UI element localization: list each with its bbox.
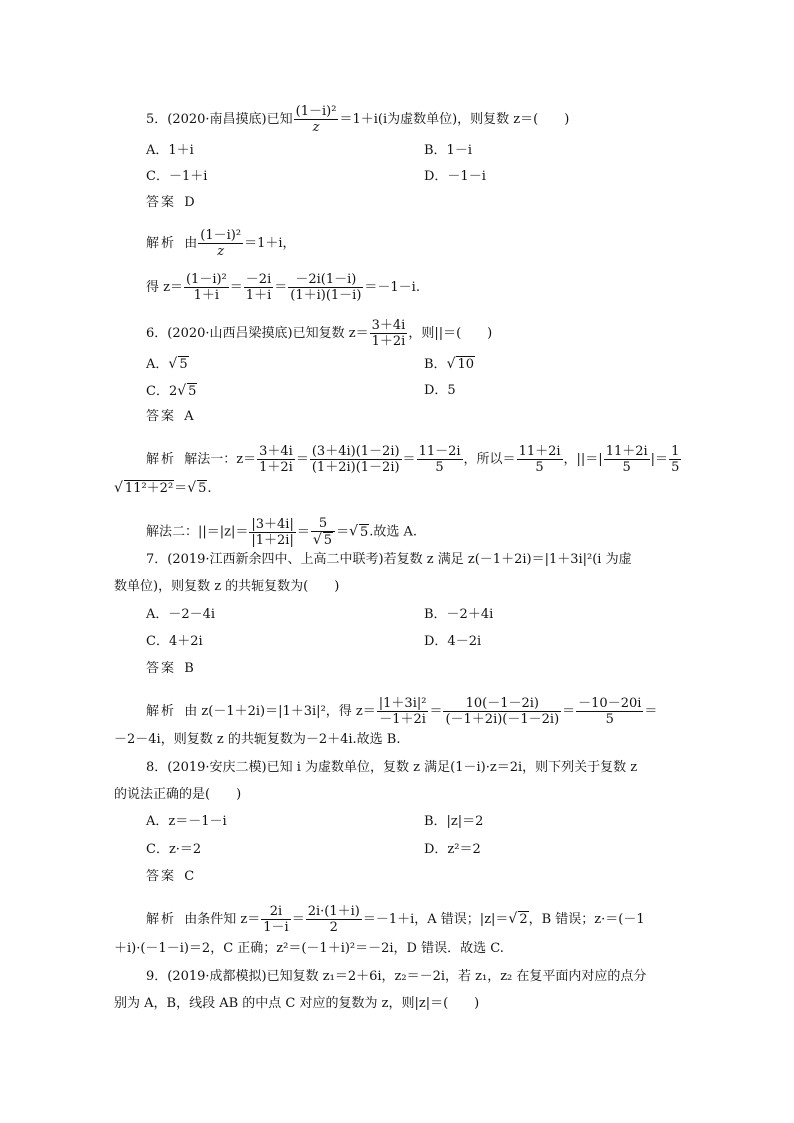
fraction: $\frac{(3+4i)(1-2i)}{(1+2i)(1-2i)}$ <box>311 444 400 475</box>
q9-stem-line-1: 9．(2019·成都模拟)已知复数 z₁＝2＋6i，z₂＝－2i，若 z₁，z₂ 在复平面内对应的点分 <box>146 969 647 984</box>
fraction: $\frac{2i\cdot(1+i)}{2}$ <box>307 904 360 935</box>
fraction: $\frac{-2i}{1+i}$ <box>245 272 272 303</box>
fraction: $\frac{\text{(1－i)²}}{1+i}$ <box>185 272 227 303</box>
fraction: $\frac{11+2i}{5}$ <box>518 444 561 475</box>
q8-answer <box>146 868 194 886</box>
solution-label: 解析 <box>146 236 177 251</box>
q7-option-b: B．－2＋4i <box>424 607 494 622</box>
fraction: $\frac{5}{√ 5}$ <box>311 516 335 548</box>
q6-option-a: A．√ 5 <box>146 356 188 372</box>
q7-solution-line-1: 解析 由 z(－1＋2i)＝|1＋3i|²，得 z＝ $\frac{\text{|1＋3i|²}}{-1+2i}$ ＝ $\frac{10(-1-2i)}{(-1+2i)(-1-2i)}$ ＝ $\frac{-10-20i}{5}$ ＝ <box>146 696 658 727</box>
q8-stem-line-2: 的说法正确的是( ) <box>114 787 242 802</box>
q6-option-c: C．2√ 5 <box>146 383 197 399</box>
fraction: $\frac{-10-20i}{5}$ <box>578 696 642 727</box>
q5-stem <box>146 104 569 135</box>
answer-label: 答案 <box>146 869 177 884</box>
answer-value: B <box>184 661 194 676</box>
fraction: $\frac{10(-1-2i)}{(-1+2i)(-1-2i)}$ <box>445 696 560 727</box>
answer-label: 答案 <box>146 195 177 210</box>
q8-option-c: C．z·＝2 <box>146 842 202 857</box>
q5-solution-line-2: 得 z＝ $\frac{\text{(1－i)²}}{1+i}$ ＝ $\frac{-2i}{1+i}$ ＝ $\frac{-2i(1-i)}{(1+i)(1-i)}$ ＝－1－i. <box>146 272 420 303</box>
sqrt-icon: √ <box>177 383 187 399</box>
q5-option-a: A．1＋i <box>146 143 194 158</box>
q5-answer <box>146 194 195 212</box>
q5-stem-text: 5．(2020·南昌摸底)已知 <box>146 112 293 127</box>
q6-answer <box>146 408 194 426</box>
answer-value: C <box>184 869 195 884</box>
q6-solution-line-3: 解法二：||＝|z|＝ $\frac{|3+4i|}{|1+2i|}$ ＝ $\frac{5}{√ 5}$ ＝√ 5.故选 A. <box>146 516 418 548</box>
answer-label: 答案 <box>146 661 177 676</box>
fraction: $\frac{|3+4i|}{|1+2i|}$ <box>251 516 294 548</box>
sqrt-icon: √ <box>446 356 456 372</box>
fraction: $\frac{11-2i}{5}$ <box>418 444 461 475</box>
q5-fraction: $\frac{\text{(1－i)²}}{z}$ <box>295 104 337 135</box>
fraction: $\frac{3+4i}{1+2i}$ <box>371 318 406 349</box>
fraction: $\frac{2i}{1-i}$ <box>263 904 289 935</box>
q5-stem-text-2: ＝1＋i(i为虚数单位)，则复数 z＝( ) <box>339 112 570 127</box>
q6-solution-line-2: √ 11²＋2²＝√ 5. <box>114 480 212 496</box>
solution-label: 解析 <box>146 704 177 719</box>
q8-option-b: B．|z|＝2 <box>424 814 484 829</box>
q7-answer <box>146 660 194 678</box>
fraction: $\frac{1}{5}$ <box>671 444 680 475</box>
q7-option-d: D．4－2i <box>424 634 482 649</box>
q6-option-b: B．√ 10 <box>424 356 475 372</box>
answer-value: D <box>184 195 195 210</box>
q8-solution-line-2: ＋i)·(－1－i)＝2，C 正确；z²＝(－1＋i)²＝－2i，D 错误．故选 C. <box>114 941 504 956</box>
solution-label: 解析 <box>146 452 177 467</box>
q6-solution-line-1: 解析 解法一：z＝ $\frac{3+4i}{1+2i}$ ＝ $\frac{(3+4i)(1-2i)}{(1+2i)(1-2i)}$ ＝ $\frac{11-2i}{5}$ ，所以＝ $\frac{11+2i}{5}$ ，||＝| $\frac{11+2i}{5}$ |＝ $\frac{1}{5}$ <box>146 444 680 475</box>
q7-option-c: C．4＋2i <box>146 634 203 649</box>
q7-option-a: A．－2－4i <box>146 607 216 622</box>
q7-stem-line-1: 7．(2019·江西新余四中、上高二中联考)若复数 z 满足 z(－1＋2i)＝|1＋3i|²(i 为虚 <box>146 552 632 567</box>
fraction: $\frac{-2i(1-i)}{(1+i)(1-i)}$ <box>290 272 362 303</box>
q5-option-c: C．－1＋i <box>146 169 208 184</box>
q8-option-a: A．z＝－1－i <box>146 814 227 829</box>
sqrt-icon: √ <box>349 523 358 540</box>
q5-solution-line-1: 解析 由 $\frac{\text{(1－i)²}}{z}$ ＝1＋i， <box>146 228 296 259</box>
q5-option-b: B．1－i <box>424 143 472 158</box>
sqrt-icon: √ <box>168 356 178 372</box>
q8-stem-line-1: 8．(2019·安庆二模)已知 i 为虚数单位，复数 z 满足(1－i)·z＝2i，则下列关于复数 z <box>146 760 638 775</box>
answer-label: 答案 <box>146 409 177 424</box>
fraction: $\frac{3+4i}{1+2i}$ <box>259 444 293 475</box>
answer-value: A <box>184 409 194 424</box>
sqrt-icon: √ <box>187 480 197 496</box>
solution-label: 解析 <box>146 912 177 927</box>
q7-solution-line-2: －2－4i，则复数 z 的共轭复数为－2＋4i.故选 B. <box>114 732 401 747</box>
fraction: $\frac{\text{|1＋3i|²}}{-1+2i}$ <box>378 696 427 727</box>
q6-stem: 6．(2020·山西吕梁摸底)已知复数 z＝ $\frac{3+4i}{1+2i}$ ，则||＝( ) <box>146 318 493 349</box>
fraction: $\frac{11+2i}{5}$ <box>605 444 648 475</box>
sqrt-icon: √ <box>312 532 322 548</box>
fraction: $\frac{\text{(1－i)²}}{z}$ <box>200 228 242 259</box>
q8-option-d: D．z²＝2 <box>424 842 481 857</box>
q6-option-d: D．5 <box>424 383 456 398</box>
q5-option-d: D．－1－i <box>424 169 486 184</box>
q7-stem-line-2: 数单位)，则复数 z 的共轭复数为( ) <box>114 579 340 594</box>
sqrt-icon: √ <box>114 480 123 496</box>
sqrt-icon: √ <box>508 911 518 927</box>
q9-stem-line-2: 别为 A，B，线段 AB 的中点 C 对应的复数为 z，则|z|＝( ) <box>114 996 480 1011</box>
q8-solution-line-1: 解析 由条件知 z＝ $\frac{2i}{1-i}$ ＝ $\frac{2i\cdot(1+i)}{2}$ ＝－1＋i，A 错误；|z|＝√ 2，B 错误；z·＝(－1 <box>146 904 645 935</box>
